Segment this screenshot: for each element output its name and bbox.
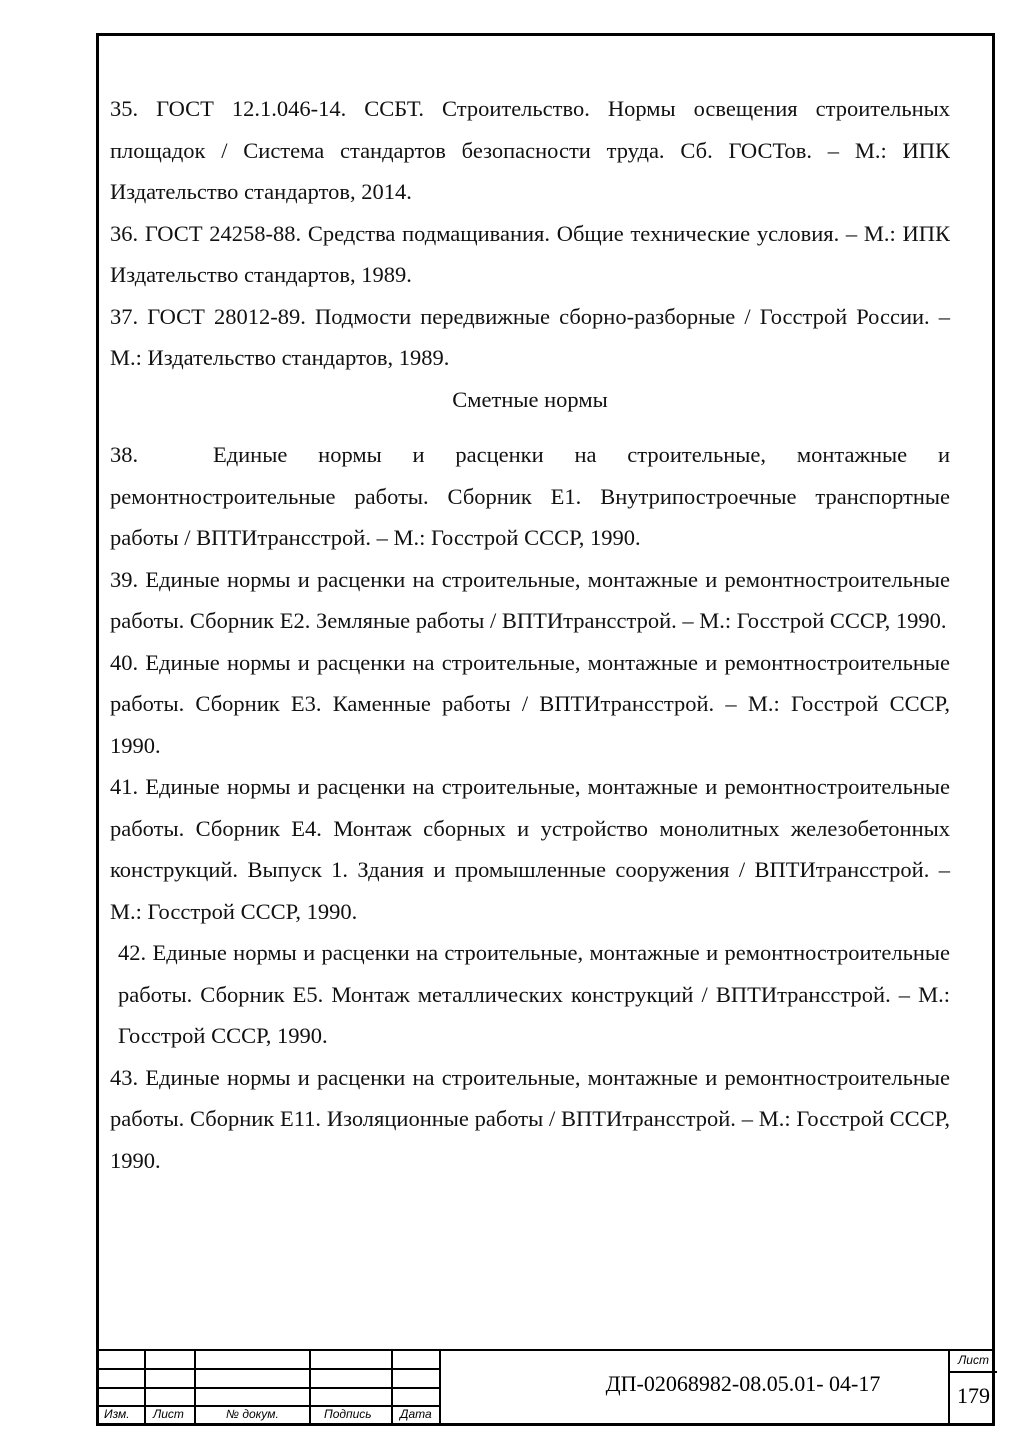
reference-35: 35. ГОСТ 12.1.046-14. ССБТ. Строительство. Нормы освещения строительных площадок / Система стандартов безопасности труда. Сб. ГОСТов. – М.: ИПК Издательство стандартов, 2014. <box>110 96 950 204</box>
table-line <box>309 1349 311 1426</box>
document-code: ДП-02068982-08.05.01- 04-17 <box>605 1371 881 1396</box>
sheet-number: 179 <box>957 1383 990 1408</box>
table-line <box>96 1349 441 1351</box>
sheet-divider <box>950 1371 997 1373</box>
reference-text: Единые нормы и расценки на строительные, монтажные и ремонтностроительные работы. Сборник Е5. Монтаж металлических конструкций / ВПТИтрансстрой. – М.: Госстрой СССР, 1990. <box>118 940 951 1048</box>
table-line <box>391 1349 393 1426</box>
reference-text: Единые нормы и расценки на строительные, монтажные и ремонтностроительные работы. Сборник Е4. Монтаж сборных и устройство монолитных железобетонных конструкций. Выпуск 1. Здания и промышленные сооружения / ВПТИтрансстрой. – М.: Госстрой СССР, 1990. <box>110 774 951 924</box>
title-block-top-line <box>441 1349 995 1351</box>
sheet-box <box>948 1349 997 1426</box>
reference-43 <box>110 1057 950 1182</box>
document-body <box>110 88 950 1181</box>
section-heading: Сметные нормы <box>452 386 608 412</box>
reference-40 <box>110 642 950 767</box>
table-line <box>96 1387 441 1389</box>
reference-number: 39. <box>110 566 139 592</box>
reference-number: 41. <box>110 774 139 799</box>
reference-number: 43. <box>110 1064 139 1090</box>
table-line <box>194 1349 196 1426</box>
table-line <box>96 1368 441 1370</box>
reference-37: 37. ГОСТ 28012-89. Подмости передвижные сборно-разборные / Госстрой России. – М.: Издательство стандартов, 1989. <box>110 303 950 370</box>
reference-41 <box>110 766 950 932</box>
reference-text: Единые нормы и расценки на строительные, монтажные и ремонтностроительные работы. Сборник Е1. Внутрипостроечные транспортные работы / ВПТИтрансстрой. – М.: Госстрой СССР, 1990. <box>110 442 951 550</box>
table-line <box>144 1349 146 1426</box>
label-date: Дата <box>400 1407 432 1421</box>
reference-text: Единые нормы и расценки на строительные, монтажные и ремонтностроительные работы. Сборник Е2. Земляные работы / ВПТИтрансстрой. – М.: Госстрой СССР, 1990. <box>110 566 951 633</box>
label-doc-num: № докум. <box>226 1407 279 1421</box>
reference-number: 42. <box>118 940 147 965</box>
label-signature: Подпись <box>324 1407 372 1421</box>
reference-text: Единые нормы и расценки на строительные, монтажные и ремонтностроительные работы. Сборник Е3. Каменные работы / ВПТИтрансстрой. – М.: Госстрой СССР, 1990. <box>110 649 951 758</box>
reference-text: Единые нормы и расценки на строительные, монтажные и ремонтностроительные работы. Сборник Е11. Изоляционные работы / ВПТИтрансстрой. – М.: Госстрой СССР, 1990. <box>110 1064 951 1173</box>
reference-number: 38. <box>110 442 139 467</box>
label-change: Изм. <box>104 1407 130 1421</box>
sheet-label: Лист <box>958 1353 989 1367</box>
table-line <box>439 1349 441 1426</box>
reference-42 <box>110 932 950 1057</box>
reference-number: 40. <box>110 649 139 675</box>
reference-36: 36. ГОСТ 24258-88. Средства подмащивания. Общие технические условия. – М.: ИПК Издательство стандартов, 1989. <box>110 220 950 287</box>
revision-table <box>96 1349 441 1426</box>
label-sheet: Лист <box>153 1407 184 1421</box>
reference-39 <box>110 559 950 642</box>
title-block <box>96 1349 995 1426</box>
reference-38 <box>110 434 950 559</box>
